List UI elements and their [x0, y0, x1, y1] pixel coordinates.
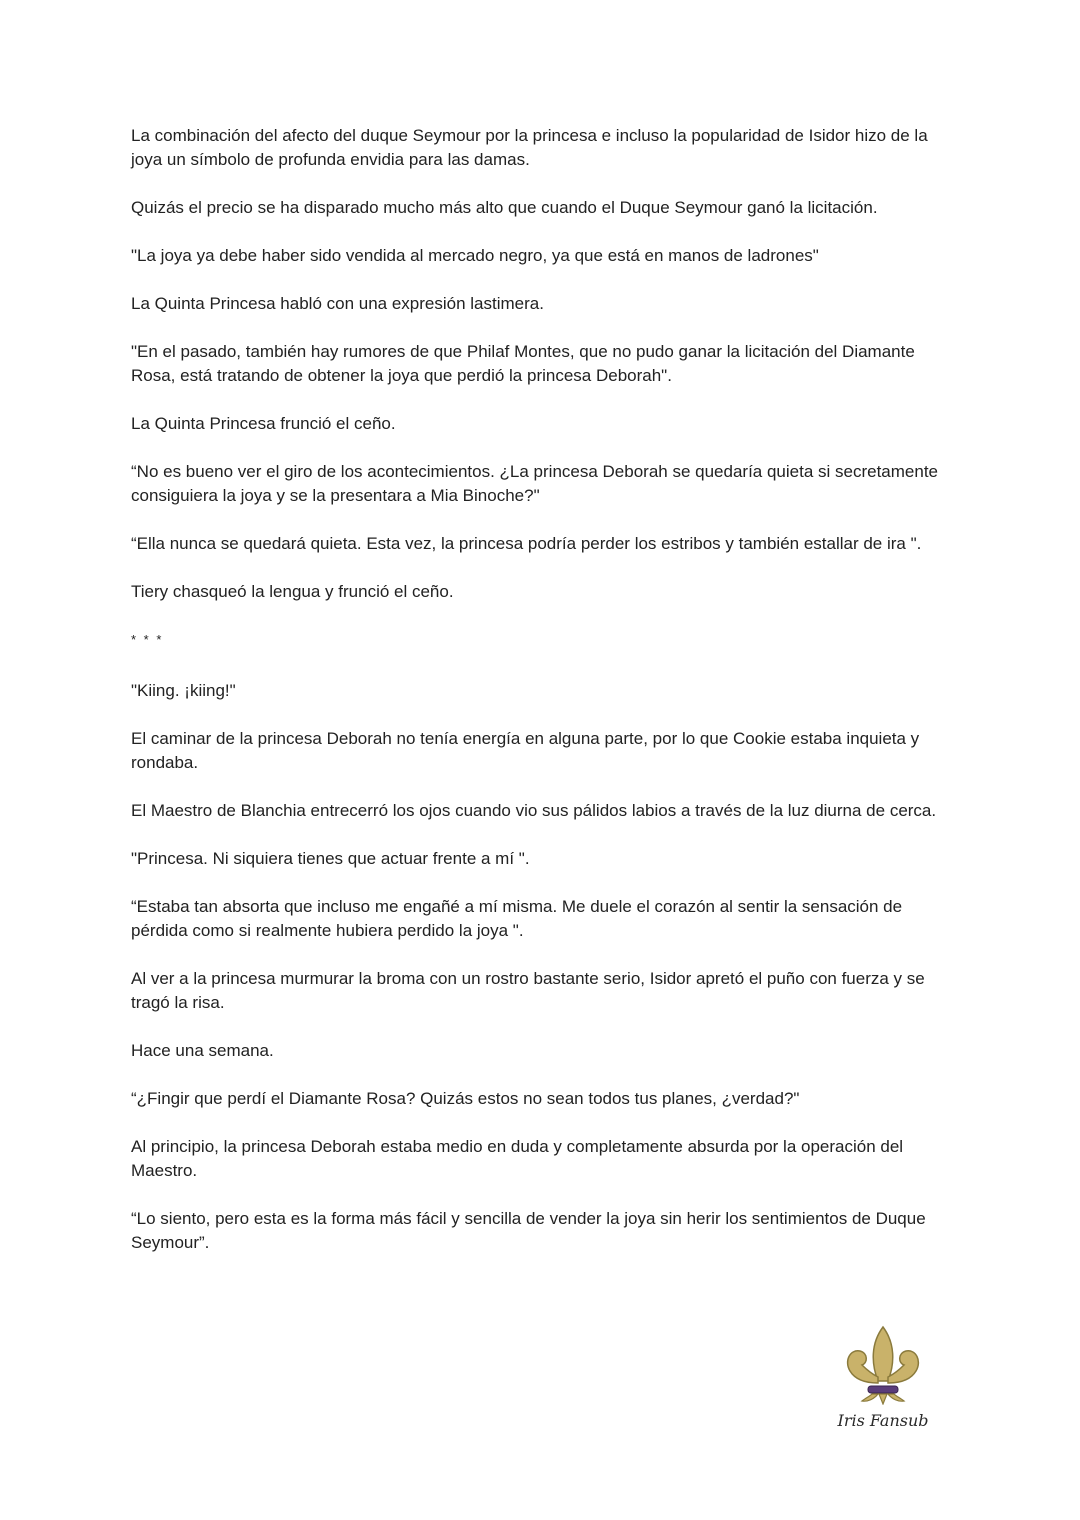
- paragraph-3: "La joya ya debe haber sido vendida al mercado negro, ya que está en manos de ladrones": [131, 246, 819, 265]
- paragraph-10: "Kiing. ¡kiing!": [131, 681, 236, 700]
- paragraph-9: Tiery chasqueó la lengua y frunció el ceño.: [131, 582, 454, 601]
- paragraph-13: "Princesa. Ni siquiera tienes que actuar frente a mí ".: [131, 849, 530, 868]
- iris-fansub-logo: [828, 1325, 938, 1440]
- paragraph-19: “Lo siento, pero esta es la forma más fácil y sencilla de vender la joya sin herir los sentimientos de Duque Seymour”.: [131, 1209, 926, 1252]
- paragraph-5: "En el pasado, también hay rumores de que Philaf Montes, que no pudo ganar la licitación del Diamante Rosa, está tratando de obtener la joya que perdió la princesa Deborah".: [131, 342, 915, 385]
- paragraph-14: “Estaba tan absorta que incluso me engañé a mí misma. Me duele el corazón al sentir la sensación de pérdida como si realmente hubiera perdido la joya ".: [131, 897, 903, 940]
- paragraph-16: Hace una semana.: [131, 1041, 274, 1060]
- paragraph-18: Al principio, la princesa Deborah estaba medio en duda y completamente absurda por la operación del Maestro.: [131, 1137, 904, 1180]
- paragraph-7: “No es bueno ver el giro de los acontecimientos. ¿La princesa Deborah se quedaría quieta si secretamente consiguiera la joya y se la presentara a Mia Binoche?": [131, 462, 939, 505]
- paragraph-8: “Ella nunca se quedará quieta. Esta vez, la princesa podría perder los estribos y también estallar de ira ".: [131, 534, 922, 553]
- paragraph-1: La combinación del afecto del duque Seymour por la princesa e incluso la popularidad de Isidor hizo de la joya un símbolo de profunda envidia para las damas.: [131, 126, 928, 169]
- paragraph-17: “¿Fingir que perdí el Diamante Rosa? Quizás estos no sean todos tus planes, ¿verdad?": [131, 1089, 800, 1108]
- logo-text: Iris Fansub: [837, 1411, 929, 1430]
- scene-separator: * * *: [131, 632, 164, 647]
- paragraph-2: Quizás el precio se ha disparado mucho más alto que cuando el Duque Seymour ganó la licitación.: [131, 198, 878, 217]
- paragraph-4: La Quinta Princesa habló con una expresión lastimera.: [131, 294, 544, 313]
- paragraph-6: La Quinta Princesa frunció el ceño.: [131, 414, 396, 433]
- paragraph-15: Al ver a la princesa murmurar la broma con un rostro bastante serio, Isidor apretó el puño con fuerza y se tragó la risa.: [131, 969, 925, 1012]
- fleur-de-lis-icon: [838, 1325, 928, 1405]
- document-body: [131, 124, 946, 1279]
- paragraph-12: El Maestro de Blanchia entrecerró los ojos cuando vio sus pálidos labios a través de la luz diurna de cerca.: [131, 801, 937, 820]
- paragraph-11: El caminar de la princesa Deborah no tenía energía en alguna parte, por lo que Cookie estaba inquieta y rondaba.: [131, 729, 920, 772]
